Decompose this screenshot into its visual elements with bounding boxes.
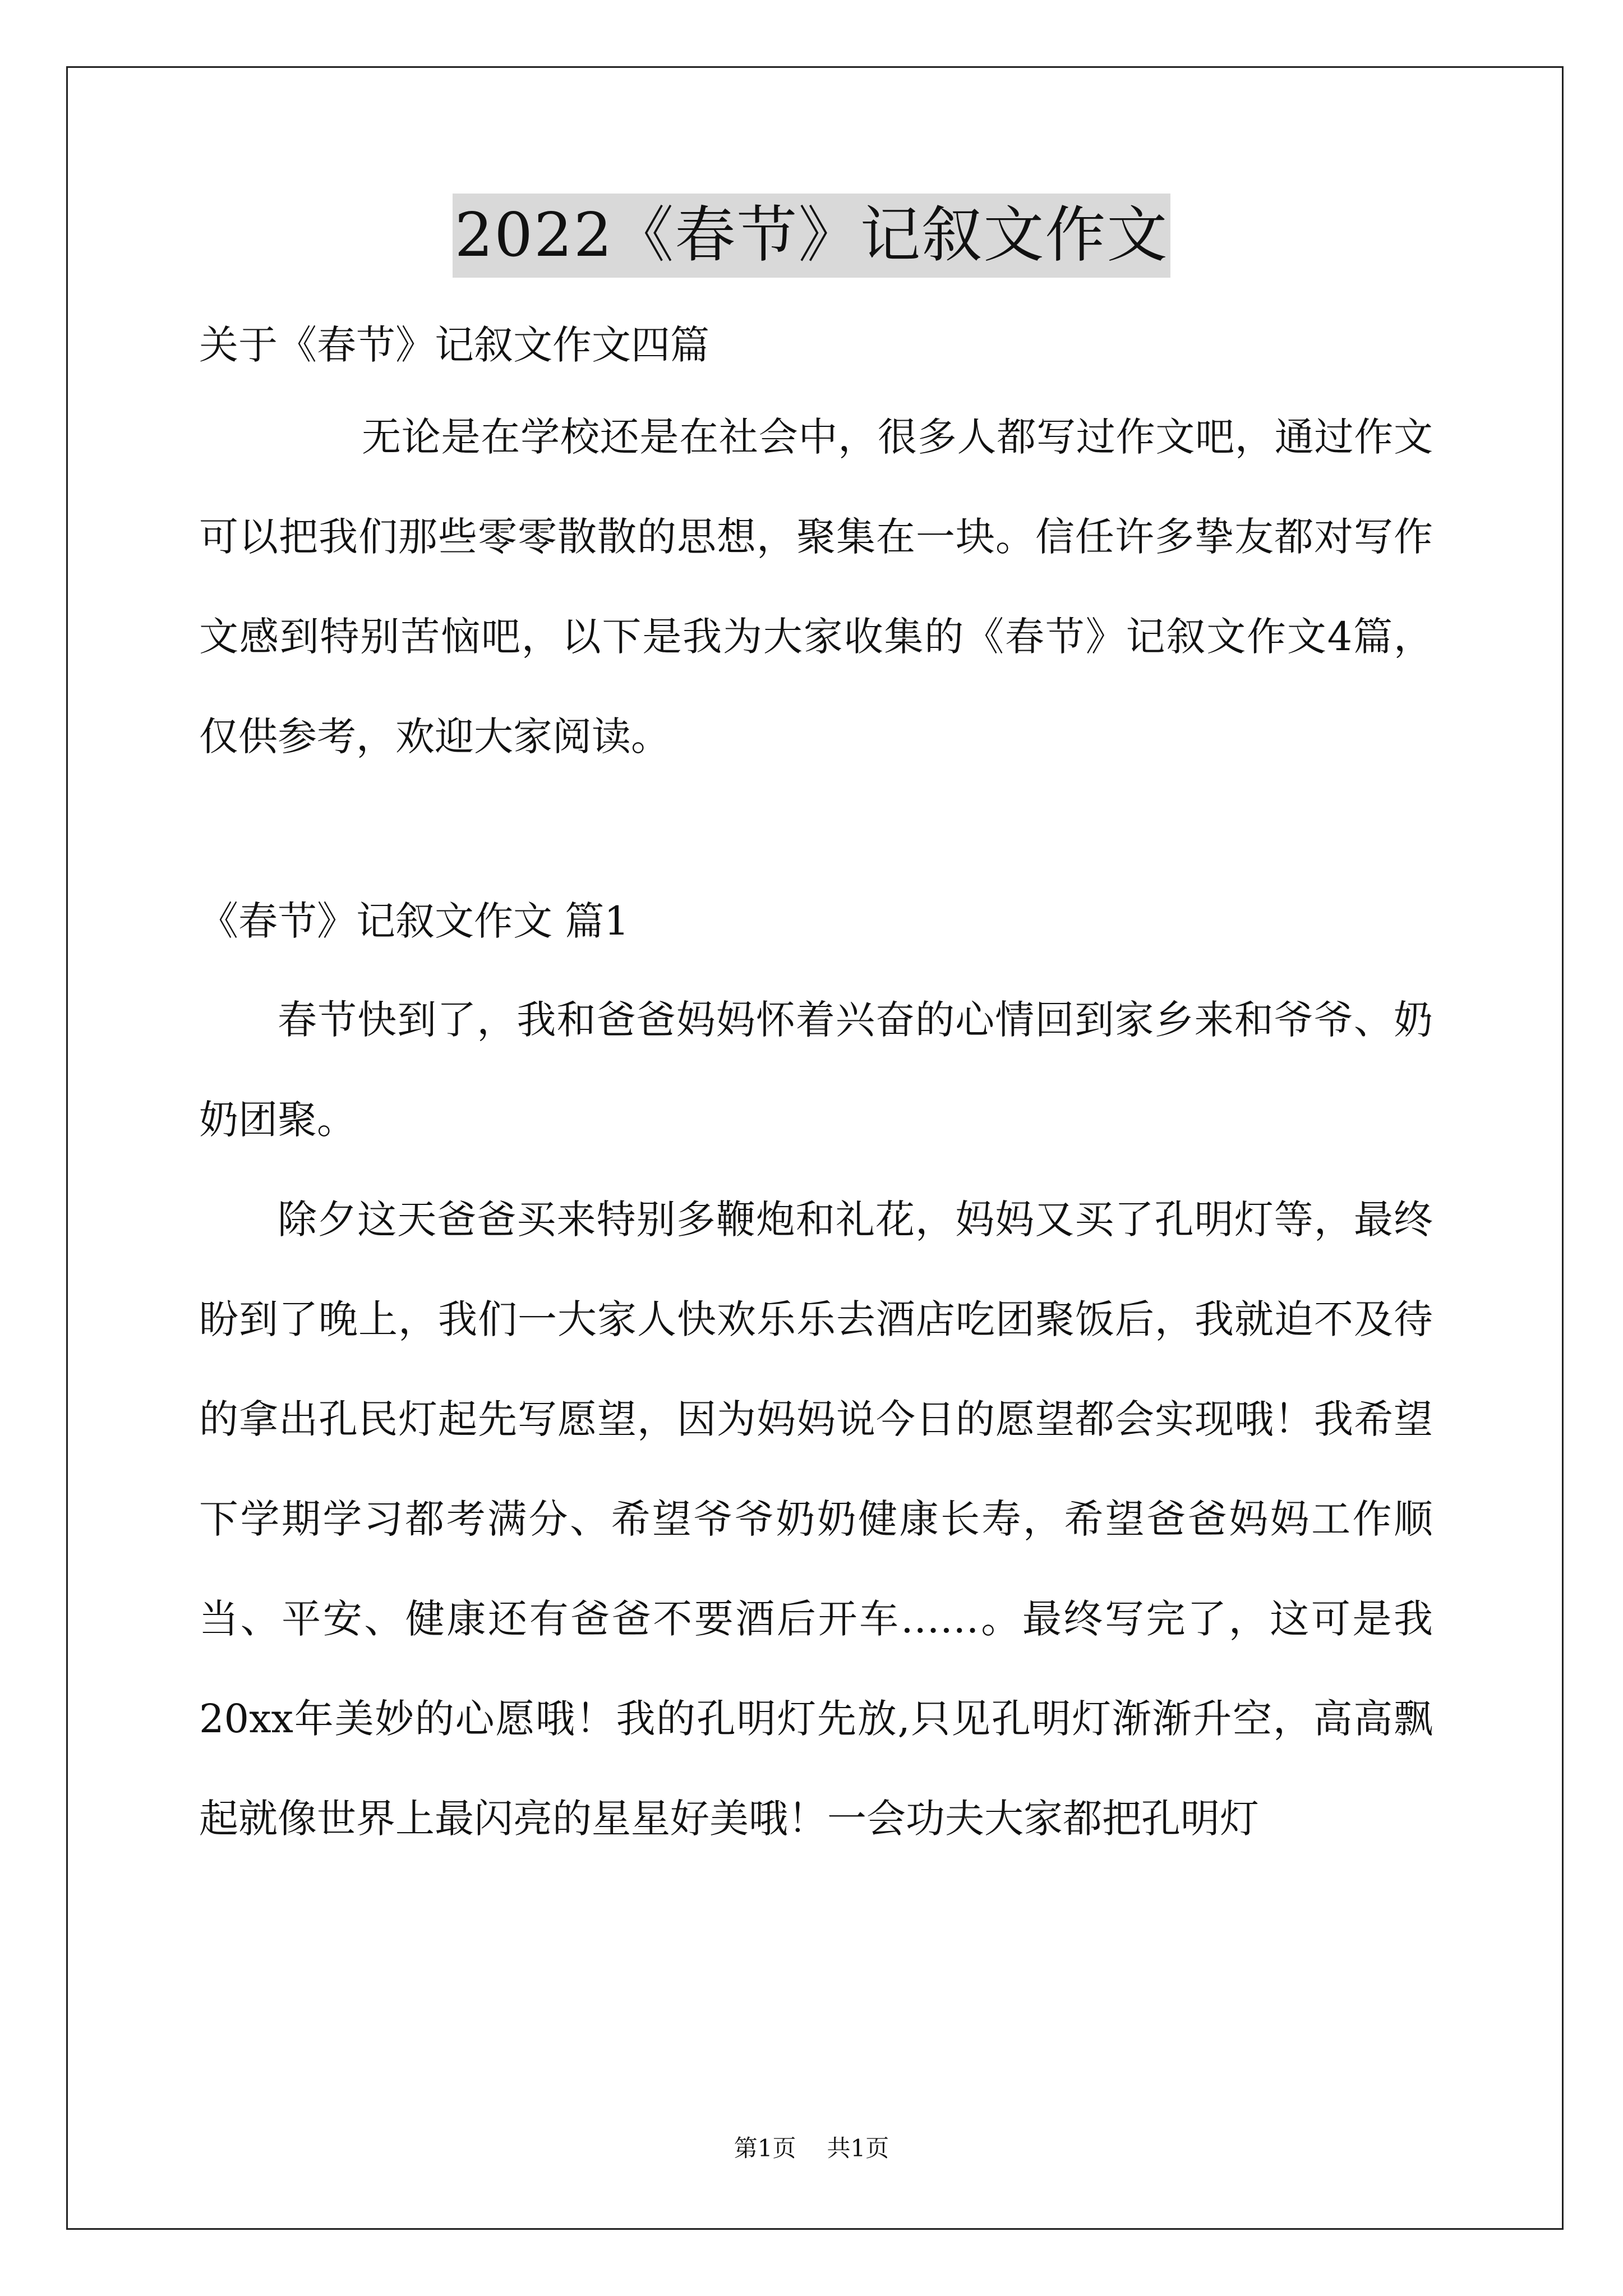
body-paragraph: 春节快到了，我和爸爸妈妈怀着兴奋的心情回到家乡来和爷爷、奶奶团聚。 xyxy=(199,997,1433,1143)
intro-paragraph: 无论是在学校还是在社会中，很多人都写过作文吧，通过作文可以把我们那些零零散散的思想，聚集在一块。信任许多挚友都对写作文感到特别苦恼吧，以下是我为大家收集的《春节》记叙文作文4篇，仅供参考，欢迎大家阅读。 xyxy=(199,414,1433,760)
page-number: 第1页 xyxy=(734,2134,796,2162)
document-title: 2022《春节》记叙文作文 xyxy=(453,194,1171,278)
page-total: 共1页 xyxy=(827,2134,889,2162)
body-paragraph: 除夕这天爸爸买来特别多鞭炮和礼花，妈妈又买了孔明灯等，最终盼到了晚上，我们一大家人快欢乐乐去酒店吃团聚饭后，我就迫不及待的拿出孔民灯起先写愿望，因为妈妈说今日的愿望都会实现哦！我希望下学期学习都考满分、希望爷爷奶奶健康长寿，希望爸爸妈妈工作顺当、平安、健康还有爸爸不要酒后开车……。最终写完了，这可是我20xx年美妙的心愿哦！我的孔明灯先放,只见孔明灯渐渐升空，高高飘起就像世界上最闪亮的星星好美哦！一会功夫大家都把孔明灯 xyxy=(199,1197,1433,1842)
document-subtitle: 关于《春节》记叙文作文四篇 xyxy=(199,322,709,368)
document-body xyxy=(199,303,1433,1869)
title-container xyxy=(0,194,1623,278)
section-heading: 《春节》记叙文作文 篇1 xyxy=(199,898,629,944)
page-footer xyxy=(0,2132,1623,2165)
